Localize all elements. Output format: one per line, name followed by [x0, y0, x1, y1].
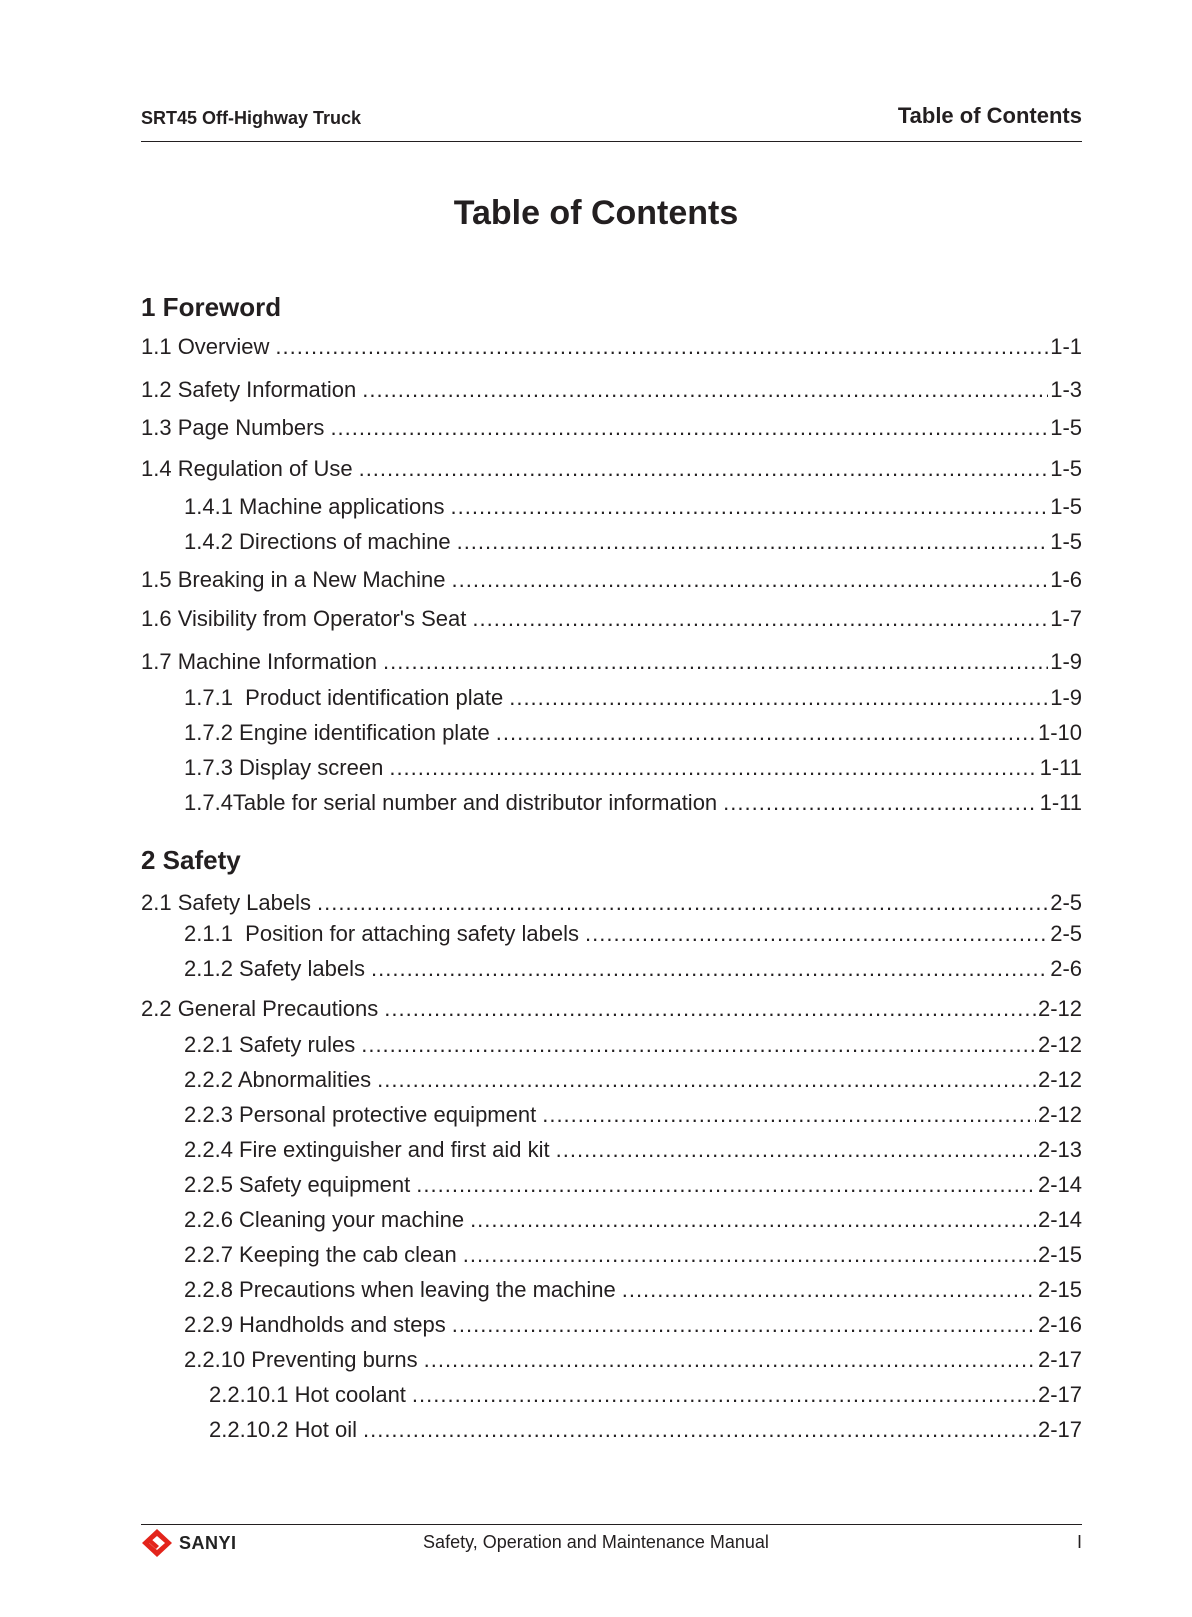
toc-entry[interactable]: 2.1.1 Position for attaching safety labels ..... 2-5 [141, 921, 1082, 947]
header-rule [141, 141, 1082, 142]
toc-entry[interactable]: 2.2.5 Safety equipment ..... 2-14 [141, 1172, 1082, 1198]
toc-entry[interactable]: 2.1 Safety Labels ..... 2-5 [141, 890, 1082, 916]
toc-entry[interactable]: 2.2.10.2 Hot oil ..... 2-17 [141, 1417, 1082, 1443]
toc-entry[interactable]: 1.3 Page Numbers ..... 1-5 [141, 415, 1082, 441]
toc-entry[interactable]: 2.2.6 Cleaning your machine ..... 2-14 [141, 1207, 1082, 1233]
toc-entry[interactable]: 1.2 Safety Information ..... 1-3 [141, 377, 1082, 403]
toc-entry[interactable]: 2.2.7 Keeping the cab clean ..... 2-15 [141, 1242, 1082, 1268]
header-product-name: SRT45 Off-Highway Truck [141, 108, 362, 128]
toc-entry[interactable]: 1.4.2 Directions of machine ..... 1-5 [141, 529, 1082, 555]
toc-entry[interactable]: 2.2.3 Personal protective equipment ..... 2-12 [141, 1102, 1082, 1128]
toc-entry[interactable]: 1.1 Overview ..... 1-1 [141, 334, 1082, 360]
toc-entry[interactable]: 2.2.2 Abnormalities ..... 2-12 [141, 1067, 1082, 1093]
toc-entry[interactable]: 2.2.4 Fire extinguisher and first aid kit ..... 2-13 [141, 1137, 1082, 1163]
toc-entry[interactable]: 2.2.9 Handholds and steps ..... 2-16 [141, 1312, 1082, 1338]
toc-entry[interactable]: 2.2.10.1 Hot coolant ..... 2-17 [141, 1382, 1082, 1408]
section-heading-foreword: 1 Foreword [141, 292, 282, 322]
toc-entry[interactable]: 1.7.1 Product identification plate ..... 1-9 [141, 685, 1082, 711]
toc-entry[interactable]: 1.7.3 Display screen ..... 1-11 [141, 755, 1082, 781]
toc-entry[interactable]: 1.7.2 Engine identification plate ..... 1-10 [141, 720, 1082, 746]
page-title: Table of Contents [453, 194, 739, 232]
section-heading-safety: 2 Safety [141, 845, 241, 875]
toc-entry[interactable]: 2.2 General Precautions ..... 2-12 [141, 996, 1082, 1022]
toc-entry[interactable]: 1.7 Machine Information ..... 1-9 [141, 649, 1082, 675]
toc-entry[interactable]: 1.5 Breaking in a New Machine ..... 1-6 [141, 567, 1082, 593]
toc-entry[interactable]: 2.2.8 Precautions when leaving the machine ..... 2-15 [141, 1277, 1082, 1303]
header-section-name: Table of Contents [897, 103, 1082, 128]
toc-entry[interactable]: 2.2.1 Safety rules ..... 2-12 [141, 1032, 1082, 1058]
toc-entry[interactable]: 2.2.10 Preventing burns ..... 2-17 [141, 1347, 1082, 1373]
footer-rule [141, 1524, 1082, 1525]
toc-entry[interactable]: 2.1.2 Safety labels ..... 2-6 [141, 956, 1082, 982]
footer-manual-title: Safety, Operation and Maintenance Manual [423, 1532, 769, 1552]
toc-entry[interactable]: 1.4 Regulation of Use ..... 1-5 [141, 456, 1082, 482]
page-number: I [1076, 1532, 1082, 1552]
sanyi-logo-text: SANYI [179, 1532, 237, 1553]
toc-entry[interactable]: 1.4.1 Machine applications ..... 1-5 [141, 494, 1082, 520]
toc-entry[interactable]: 1.6 Visibility from Operator's Seat ..... 1-7 [141, 606, 1082, 632]
toc-entry[interactable]: 1.7.4Table for serial number and distributor information ..... 1-11 [141, 790, 1082, 816]
